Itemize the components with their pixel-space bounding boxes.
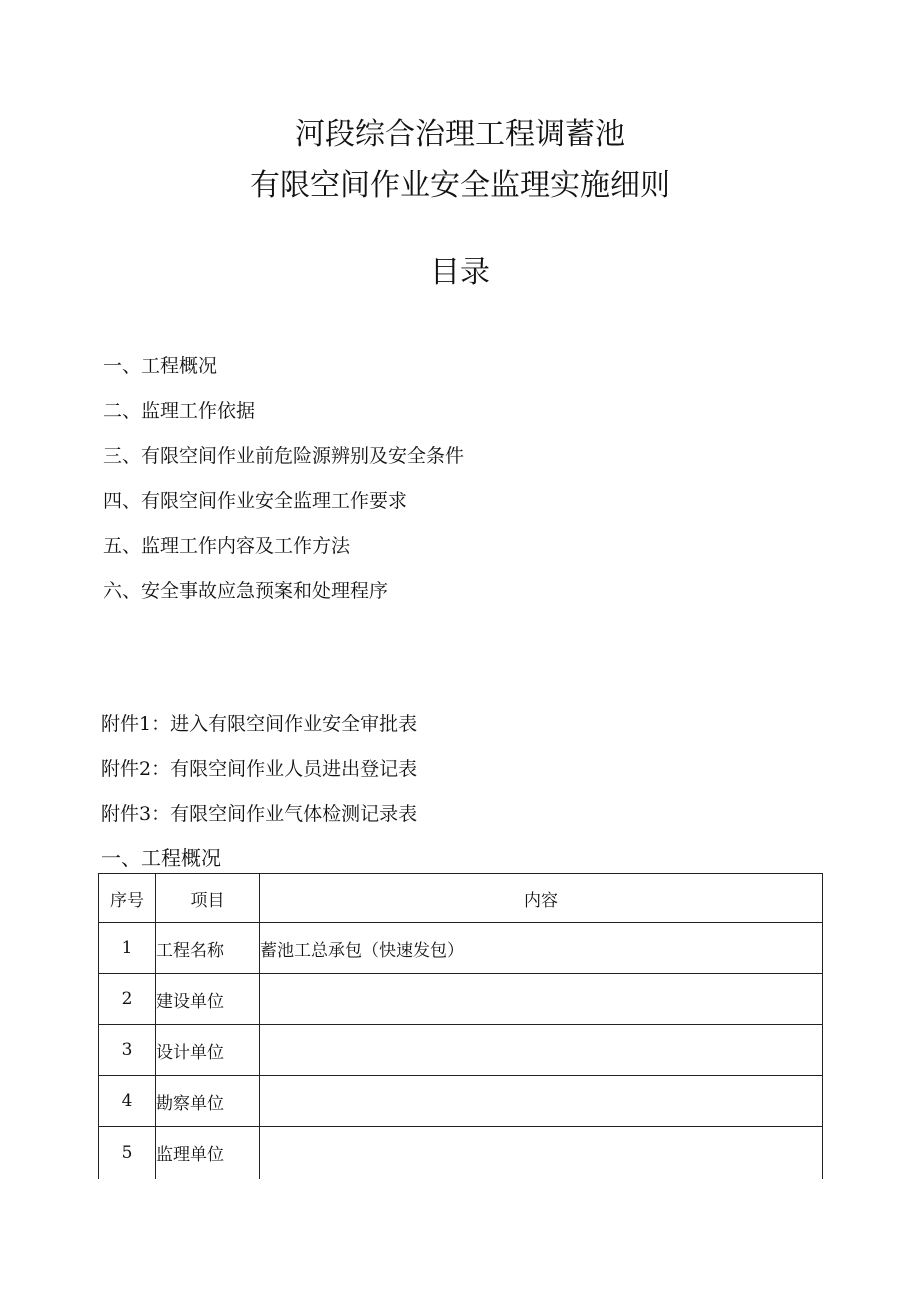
- table-row: [99, 1025, 823, 1076]
- row-item: 建设单位: [156, 974, 260, 1025]
- toc-item: 三、有限空间作业前危险源辨别及安全条件: [103, 445, 465, 467]
- column-header-number: 序号: [99, 874, 156, 923]
- attachment-item: 附件3：有限空间作业气体检测记录表: [101, 803, 418, 825]
- attachment-item: 附件1：进入有限空间作业安全审批表: [101, 713, 418, 735]
- toc-heading: 目录: [430, 255, 490, 290]
- table-row: [99, 1076, 823, 1127]
- row-number: 4: [99, 1076, 156, 1127]
- project-overview-table: [98, 873, 823, 1179]
- attachment-item: 附件2：有限空间作业人员进出登记表: [101, 758, 418, 780]
- row-number: 1: [99, 923, 156, 974]
- table-header-row: [99, 874, 823, 923]
- section-heading: 一、工程概况: [101, 846, 221, 870]
- column-header-content: 内容: [260, 874, 823, 923]
- table-row: [99, 974, 823, 1025]
- document-title-line-2: 有限空间作业安全监理实施细则: [250, 168, 670, 203]
- row-number: 5: [99, 1127, 156, 1179]
- row-content: [260, 1076, 823, 1127]
- row-content: [260, 1025, 823, 1076]
- row-content: [260, 974, 823, 1025]
- row-item: 工程名称: [156, 923, 260, 974]
- row-item: 设计单位: [156, 1025, 260, 1076]
- column-header-item: 项目: [156, 874, 260, 923]
- row-number: 3: [99, 1025, 156, 1076]
- table-row: [99, 1127, 823, 1179]
- toc-item: 一、工程概况: [103, 355, 218, 377]
- toc-item: 四、有限空间作业安全监理工作要求: [103, 490, 408, 512]
- row-content: [260, 1127, 823, 1179]
- row-number: 2: [99, 974, 156, 1025]
- toc-item: 五、监理工作内容及工作方法: [103, 535, 351, 557]
- toc-item: 六、安全事故应急预案和处理程序: [103, 580, 389, 602]
- row-item: 勘察单位: [156, 1076, 260, 1127]
- toc-item: 二、监理工作依据: [103, 400, 256, 422]
- document-title-line-1: 河段综合治理工程调蓄池: [295, 117, 625, 152]
- row-item: 监理单位: [156, 1127, 260, 1179]
- table-row: [99, 923, 823, 974]
- row-content: 蓄池工总承包（快速发包）: [260, 923, 823, 974]
